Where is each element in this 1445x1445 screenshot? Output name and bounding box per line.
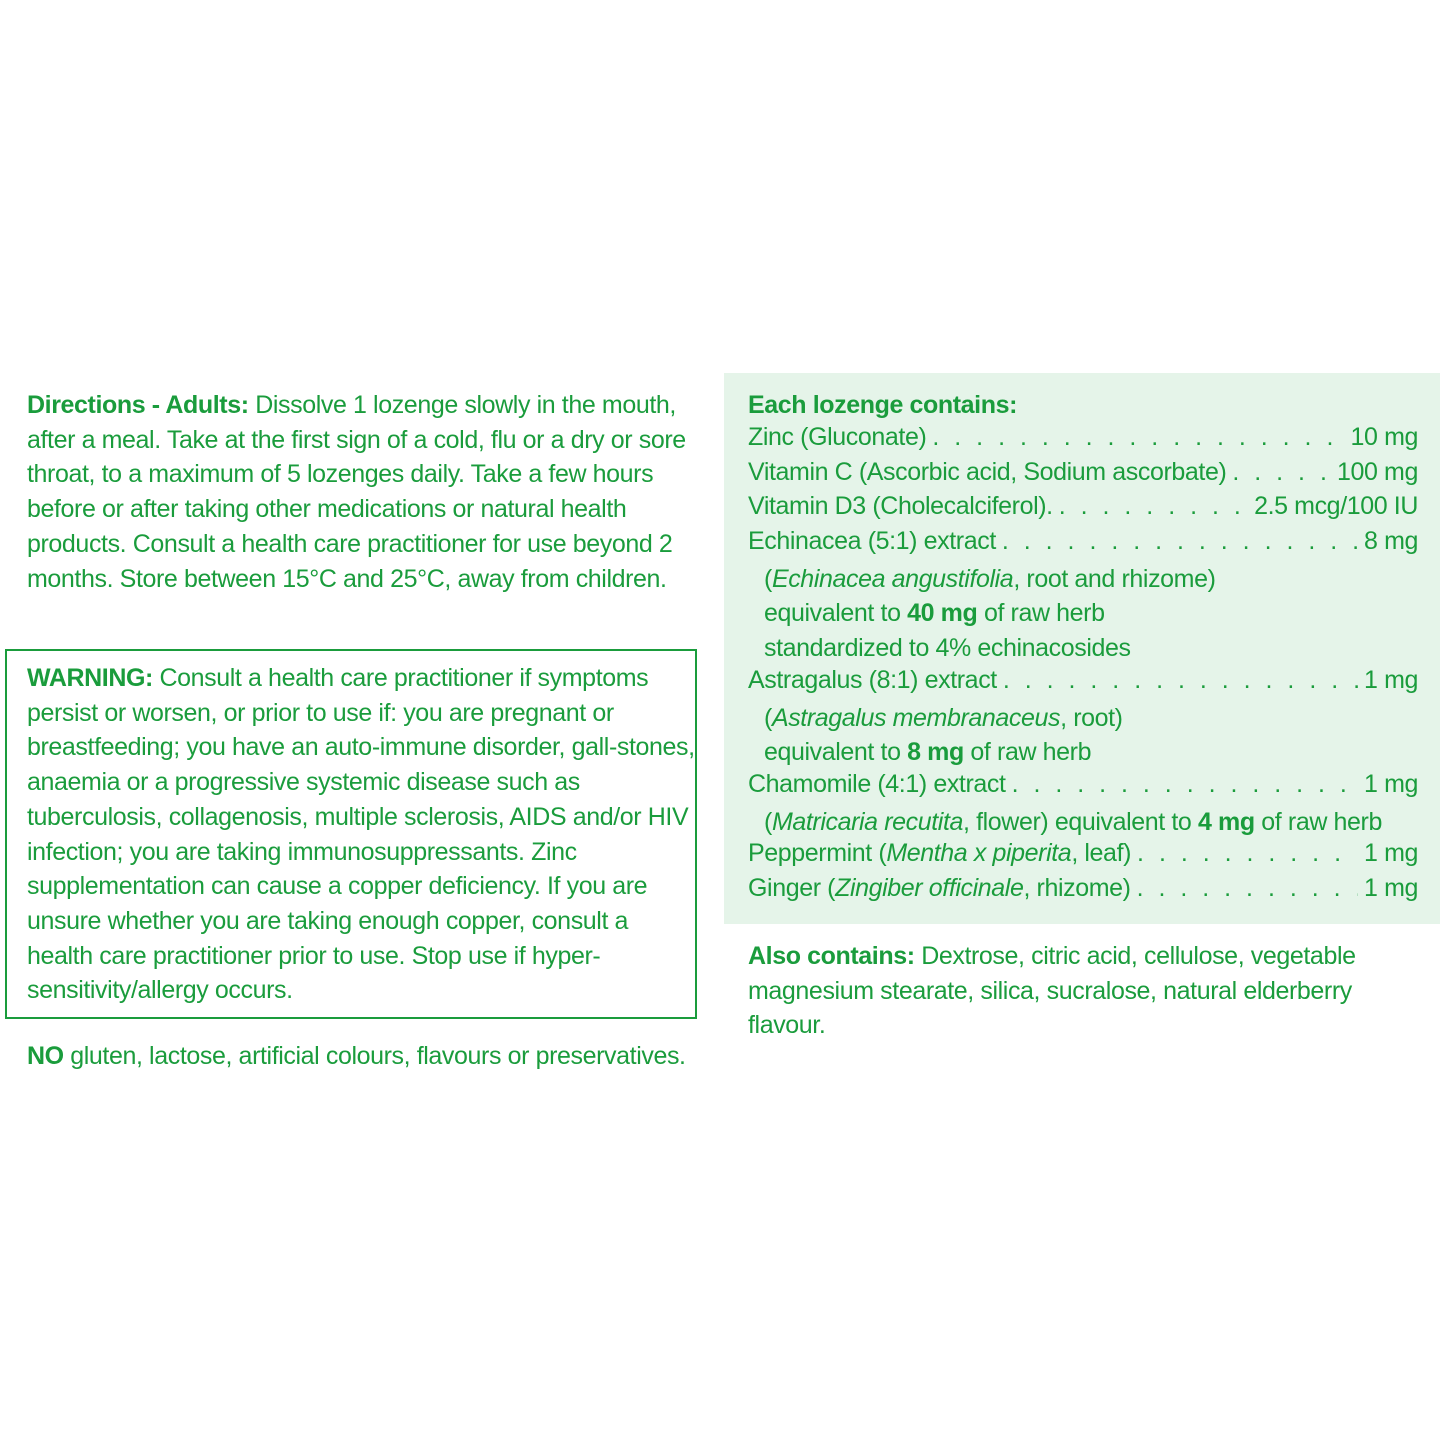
ingredient-ginger [748, 874, 1418, 909]
no-allergens-statement [27, 1039, 727, 1074]
leader-dots [1003, 666, 1358, 695]
leader-dots [932, 423, 1344, 452]
ingredient-name: Chamomile (4:1) extract [748, 769, 1006, 798]
ingredient-astragalus [748, 666, 1418, 701]
also-contains-heading: Also contains: [748, 942, 915, 970]
directions-heading: Directions - Adults: [27, 391, 249, 419]
astragalus-equivalent: equivalent to 8 mg of raw herb [764, 738, 1092, 767]
ingredient-name: Peppermint (Mentha x piperita, leaf) [748, 839, 1132, 868]
ingredient-echinacea [748, 527, 1418, 562]
chamomile-source: (Matricaria recutita, flower) equivalent to 4 mg of raw herb [764, 807, 1382, 836]
ingredient-name: Vitamin C (Ascorbic acid, Sodium ascorbate) [748, 457, 1227, 486]
leader-dots [1012, 770, 1358, 799]
astragalus-source: (Astragalus membranaceus, root) [764, 703, 1123, 732]
ingredients-list [748, 423, 1418, 909]
ingredient-chamomile [748, 770, 1418, 805]
warning-text: Consult a health care practitioner if symptoms persist or worsen, or prior to use if: you are pregnant or breastfeeding; you have an auto-immune disorder, gall-stones, anaemia or a progressive systemic disease such as tuberculosis, collagenosis, multiple sclerosis, AIDS and/or HIV infection; you are taking immunosuppressants. Zinc supplementation can cause a copper deficiency. If you are unsure whether you are taking enough copper, consult a health care practitioner prior to use. Stop use if hyper-sensitivity/allergy occurs. [27, 664, 695, 1005]
also-contains-paragraph [748, 939, 1408, 1043]
echinacea-equivalent: equivalent to 40 mg of raw herb [764, 599, 1105, 628]
ingredients-heading: Each lozenge contains: [748, 391, 1018, 419]
directions-text: Dissolve 1 lozenge slowly in the mouth, after a meal. Take at the first sign of a cold, flu or a dry or sore throat, to a maximum of 5 lozenges daily. Take a few hours before or after taking other medications or natural health products. Consult a health care practitioner for use beyond 2 months. Store between 15°C and 25°C, away from children. [27, 391, 686, 593]
ingredient-name: Ginger (Zingiber officinale, rhizome) [748, 873, 1131, 902]
ingredient-name: Echinacea (5:1) extract [748, 527, 996, 556]
leader-dots [1059, 492, 1248, 521]
warning-heading: WARNING: [27, 664, 153, 692]
leader-dots [1002, 527, 1358, 556]
ingredient-amount: 1 mg [1364, 769, 1418, 798]
ingredient-name: Vitamin D3 (Cholecalciferol). [748, 492, 1053, 521]
ingredient-peppermint [748, 839, 1418, 874]
ingredient-name: Zinc (Gluconate) [748, 423, 927, 451]
no-text: gluten, lactose, artificial colours, flavours or preservatives. [70, 1042, 686, 1070]
leader-dots [1232, 458, 1331, 487]
directions-paragraph [27, 388, 717, 596]
ingredient-amount: 1 mg [1364, 873, 1418, 902]
ingredient-amount: 1 mg [1364, 839, 1418, 868]
ingredient-amount: 10 mg [1350, 423, 1418, 451]
no-bold: NO [27, 1042, 64, 1070]
ingredient-zinc [748, 423, 1418, 458]
ingredient-amount: 8 mg [1364, 527, 1418, 556]
leader-dots [1137, 839, 1358, 868]
ingredient-name: Astragalus (8:1) extract [748, 665, 997, 694]
echinacea-source: (Echinacea angustifolia, root and rhizome) [764, 564, 1216, 593]
ingredient-vitamin-d3 [748, 492, 1418, 527]
also-contains-text: Dextrose, citric acid, cellulose, vegetable magnesium stearate, silica, sucralose, natural elderberry flavour. [748, 942, 1356, 1040]
ingredient-vitamin-c [748, 458, 1418, 493]
ingredient-amount: 2.5 mcg/100 IU [1254, 492, 1418, 521]
leader-dots [1137, 874, 1358, 903]
warning-paragraph [27, 661, 695, 1008]
echinacea-standardized: standardized to 4% echinacosides [764, 634, 1131, 663]
ingredient-amount: 1 mg [1364, 665, 1418, 694]
ingredient-amount: 100 mg [1337, 457, 1418, 486]
